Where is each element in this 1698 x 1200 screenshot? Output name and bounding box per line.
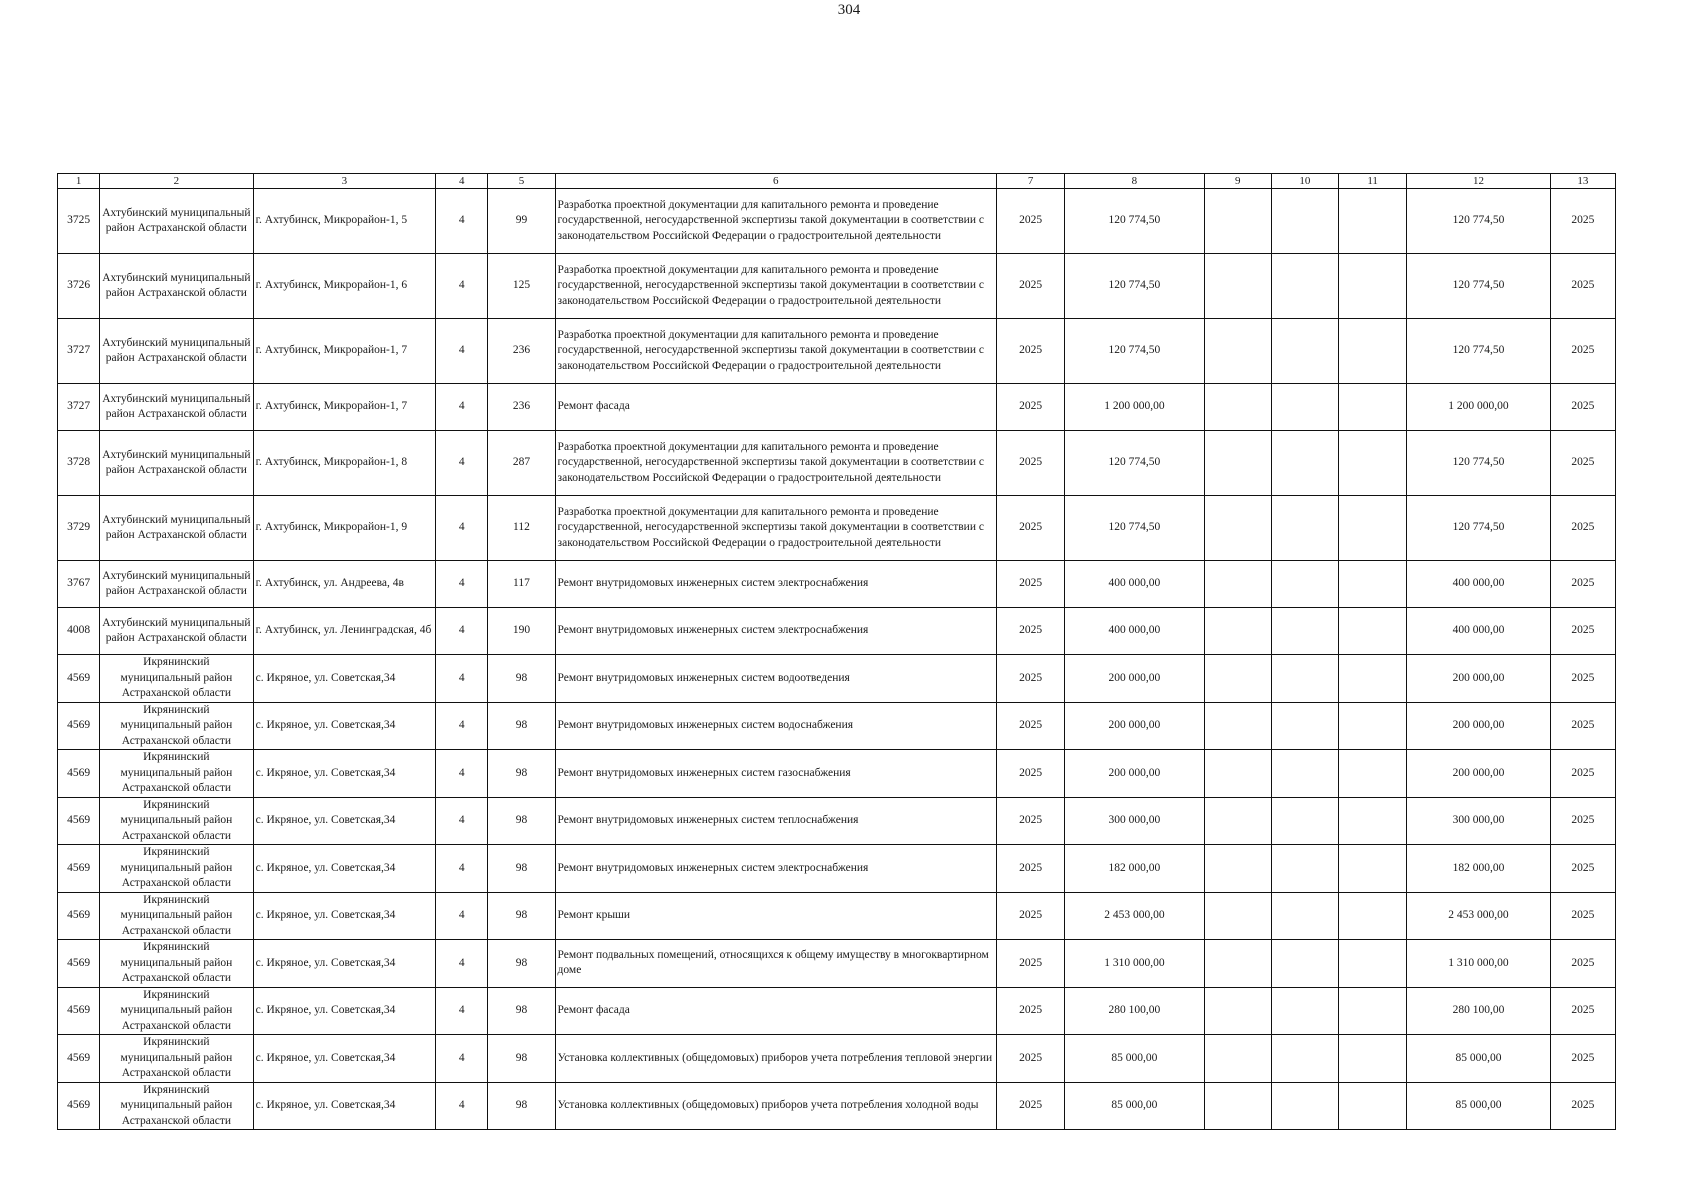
- col12-amount-cell: 200 000,00: [1407, 702, 1550, 750]
- municipality-cell: Ахтубинский муниципальный район Астраханской области: [100, 189, 253, 254]
- amount-cell: 120 774,50: [1065, 254, 1204, 319]
- col9-cell: [1204, 702, 1271, 750]
- year-cell: 2025: [996, 702, 1064, 750]
- year-cell: 2025: [996, 845, 1064, 893]
- table-row: [58, 1035, 1616, 1083]
- address-cell: с. Икряное, ул. Советская,34: [253, 797, 436, 845]
- col9-cell: [1204, 189, 1271, 254]
- amount-cell: 280 100,00: [1065, 987, 1204, 1035]
- column-header-11: 11: [1339, 174, 1407, 189]
- municipality-cell: Икрянинский муниципальный район Астраханской области: [100, 892, 253, 940]
- year-cell: 2025: [996, 797, 1064, 845]
- work-type-cell: Ремонт крыши: [555, 892, 996, 940]
- year-cell: 2025: [996, 892, 1064, 940]
- col9-cell: [1204, 1035, 1271, 1083]
- amount-cell: 85 000,00: [1065, 1082, 1204, 1130]
- col4-cell: 4: [436, 892, 488, 940]
- col10-cell: [1271, 845, 1338, 893]
- col5-cell: 98: [488, 797, 555, 845]
- year-cell: 2025: [996, 750, 1064, 798]
- row-id: 4569: [58, 797, 100, 845]
- amount-cell: 1 310 000,00: [1065, 940, 1204, 988]
- amount-cell: 120 774,50: [1065, 319, 1204, 384]
- municipality-cell: Икрянинский муниципальный район Астраханской области: [100, 655, 253, 703]
- work-type-cell: Разработка проектной документации для капитального ремонта и проведение государственной, негосударственной экспертизы такой документации в соответствии с законодательством Российской Федерации о градостроительной деятельности: [555, 496, 996, 561]
- work-type-cell: Ремонт подвальных помещений, относящихся к общему имуществу в многоквартирном доме: [555, 940, 996, 988]
- address-cell: с. Икряное, ул. Советская,34: [253, 845, 436, 893]
- year-cell: 2025: [996, 608, 1064, 655]
- col9-cell: [1204, 431, 1271, 496]
- table-body: [58, 189, 1616, 1130]
- work-type-cell: Ремонт внутридомовых инженерных систем теплоснабжения: [555, 797, 996, 845]
- table-row: [58, 940, 1616, 988]
- col13-year-cell: 2025: [1550, 384, 1615, 431]
- year-cell: 2025: [996, 496, 1064, 561]
- col10-cell: [1271, 702, 1338, 750]
- col4-cell: 4: [436, 797, 488, 845]
- col12-amount-cell: 280 100,00: [1407, 987, 1550, 1035]
- year-cell: 2025: [996, 1035, 1064, 1083]
- work-type-cell: Ремонт внутридомовых инженерных систем электроснабжения: [555, 561, 996, 608]
- municipality-cell: Ахтубинский муниципальный район Астраханской области: [100, 384, 253, 431]
- col13-year-cell: 2025: [1550, 797, 1615, 845]
- col5-cell: 98: [488, 892, 555, 940]
- amount-cell: 120 774,50: [1065, 496, 1204, 561]
- work-type-cell: Разработка проектной документации для капитального ремонта и проведение государственной, негосударственной экспертизы такой документации в соответствии с законодательством Российской Федерации о градостроительной деятельности: [555, 431, 996, 496]
- col9-cell: [1204, 987, 1271, 1035]
- col5-cell: 287: [488, 431, 555, 496]
- col4-cell: 4: [436, 608, 488, 655]
- col11-cell: [1339, 189, 1407, 254]
- address-cell: с. Икряное, ул. Советская,34: [253, 987, 436, 1035]
- column-header-4: 4: [436, 174, 488, 189]
- address-cell: с. Икряное, ул. Советская,34: [253, 702, 436, 750]
- col9-cell: [1204, 496, 1271, 561]
- table-row: [58, 702, 1616, 750]
- municipality-cell: Икрянинский муниципальный район Астраханской области: [100, 940, 253, 988]
- work-type-cell: Разработка проектной документации для капитального ремонта и проведение государственной, негосударственной экспертизы такой документации в соответствии с законодательством Российской Федерации о градостроительной деятельности: [555, 189, 996, 254]
- table-row: [58, 254, 1616, 319]
- col11-cell: [1339, 1082, 1407, 1130]
- municipality-cell: Икрянинский муниципальный район Астраханской области: [100, 702, 253, 750]
- col10-cell: [1271, 797, 1338, 845]
- municipality-cell: Икрянинский муниципальный район Астраханской области: [100, 1035, 253, 1083]
- col11-cell: [1339, 845, 1407, 893]
- col11-cell: [1339, 1035, 1407, 1083]
- col10-cell: [1271, 940, 1338, 988]
- column-header-3: 3: [253, 174, 436, 189]
- year-cell: 2025: [996, 655, 1064, 703]
- col13-year-cell: 2025: [1550, 702, 1615, 750]
- row-id: 4569: [58, 655, 100, 703]
- row-id: 4569: [58, 845, 100, 893]
- table-row: [58, 892, 1616, 940]
- col5-cell: 98: [488, 750, 555, 798]
- col4-cell: 4: [436, 987, 488, 1035]
- table-row: [58, 845, 1616, 893]
- col5-cell: 98: [488, 655, 555, 703]
- column-header-12: 12: [1407, 174, 1550, 189]
- table-row: [58, 189, 1616, 254]
- table-row: [58, 655, 1616, 703]
- address-cell: с. Икряное, ул. Советская,34: [253, 655, 436, 703]
- col13-year-cell: 2025: [1550, 987, 1615, 1035]
- column-header-10: 10: [1271, 174, 1338, 189]
- col5-cell: 117: [488, 561, 555, 608]
- col4-cell: 4: [436, 1035, 488, 1083]
- col11-cell: [1339, 496, 1407, 561]
- col4-cell: 4: [436, 750, 488, 798]
- year-cell: 2025: [996, 1082, 1064, 1130]
- row-id: 4569: [58, 892, 100, 940]
- municipality-cell: Ахтубинский муниципальный район Астраханской области: [100, 319, 253, 384]
- col12-amount-cell: 120 774,50: [1407, 254, 1550, 319]
- year-cell: 2025: [996, 561, 1064, 608]
- row-id: 3727: [58, 384, 100, 431]
- address-cell: с. Икряное, ул. Советская,34: [253, 940, 436, 988]
- col13-year-cell: 2025: [1550, 319, 1615, 384]
- col10-cell: [1271, 608, 1338, 655]
- row-id: 4569: [58, 987, 100, 1035]
- year-cell: 2025: [996, 384, 1064, 431]
- row-id: 4569: [58, 940, 100, 988]
- row-id: 3727: [58, 319, 100, 384]
- col11-cell: [1339, 384, 1407, 431]
- col4-cell: 4: [436, 940, 488, 988]
- col10-cell: [1271, 561, 1338, 608]
- table-row: [58, 750, 1616, 798]
- table-row: [58, 561, 1616, 608]
- col11-cell: [1339, 797, 1407, 845]
- amount-cell: 120 774,50: [1065, 431, 1204, 496]
- col5-cell: 98: [488, 1082, 555, 1130]
- col10-cell: [1271, 431, 1338, 496]
- work-type-cell: Разработка проектной документации для капитального ремонта и проведение государственной, негосударственной экспертизы такой документации в соответствии с законодательством Российской Федерации о градостроительной деятельности: [555, 319, 996, 384]
- col12-amount-cell: 2 453 000,00: [1407, 892, 1550, 940]
- col13-year-cell: 2025: [1550, 1082, 1615, 1130]
- municipality-cell: Икрянинский муниципальный район Астраханской области: [100, 1082, 253, 1130]
- page-number: 304: [837, 2, 861, 18]
- work-type-cell: Установка коллективных (общедомовых) приборов учета потребления тепловой энергии: [555, 1035, 996, 1083]
- amount-cell: 200 000,00: [1065, 702, 1204, 750]
- col11-cell: [1339, 608, 1407, 655]
- municipality-cell: Икрянинский муниципальный район Астраханской области: [100, 797, 253, 845]
- column-header-9: 9: [1204, 174, 1271, 189]
- col10-cell: [1271, 750, 1338, 798]
- table-row: [58, 1082, 1616, 1130]
- col4-cell: 4: [436, 1082, 488, 1130]
- work-type-cell: Ремонт внутридомовых инженерных систем газоснабжения: [555, 750, 996, 798]
- col9-cell: [1204, 319, 1271, 384]
- col11-cell: [1339, 987, 1407, 1035]
- row-id: 4008: [58, 608, 100, 655]
- col9-cell: [1204, 561, 1271, 608]
- work-type-cell: Ремонт внутридомовых инженерных систем водоснабжения: [555, 702, 996, 750]
- municipality-cell: Ахтубинский муниципальный район Астраханской области: [100, 254, 253, 319]
- year-cell: 2025: [996, 431, 1064, 496]
- col12-amount-cell: 400 000,00: [1407, 561, 1550, 608]
- municipality-cell: Икрянинский муниципальный район Астраханской области: [100, 987, 253, 1035]
- col11-cell: [1339, 892, 1407, 940]
- col5-cell: 236: [488, 384, 555, 431]
- col5-cell: 125: [488, 254, 555, 319]
- col5-cell: 112: [488, 496, 555, 561]
- col11-cell: [1339, 254, 1407, 319]
- col12-amount-cell: 120 774,50: [1407, 496, 1550, 561]
- column-header-13: 13: [1550, 174, 1615, 189]
- col11-cell: [1339, 655, 1407, 703]
- amount-cell: 2 453 000,00: [1065, 892, 1204, 940]
- municipality-cell: Ахтубинский муниципальный район Астраханской области: [100, 608, 253, 655]
- col13-year-cell: 2025: [1550, 1035, 1615, 1083]
- col10-cell: [1271, 987, 1338, 1035]
- col12-amount-cell: 85 000,00: [1407, 1082, 1550, 1130]
- col9-cell: [1204, 940, 1271, 988]
- col9-cell: [1204, 655, 1271, 703]
- work-type-cell: Установка коллективных (общедомовых) приборов учета потребления холодной воды: [555, 1082, 996, 1130]
- col12-amount-cell: 1 310 000,00: [1407, 940, 1550, 988]
- column-header-7: 7: [996, 174, 1064, 189]
- col10-cell: [1271, 254, 1338, 319]
- col12-amount-cell: 85 000,00: [1407, 1035, 1550, 1083]
- address-cell: с. Икряное, ул. Советская,34: [253, 750, 436, 798]
- col12-amount-cell: 200 000,00: [1407, 750, 1550, 798]
- col13-year-cell: 2025: [1550, 892, 1615, 940]
- col4-cell: 4: [436, 561, 488, 608]
- table-row: [58, 987, 1616, 1035]
- amount-cell: 200 000,00: [1065, 655, 1204, 703]
- col10-cell: [1271, 189, 1338, 254]
- col9-cell: [1204, 1082, 1271, 1130]
- table-row: [58, 319, 1616, 384]
- work-type-cell: Ремонт фасада: [555, 384, 996, 431]
- table-row: [58, 431, 1616, 496]
- col5-cell: 99: [488, 189, 555, 254]
- address-cell: г. Ахтубинск, Микрорайон-1, 6: [253, 254, 436, 319]
- municipality-cell: Икрянинский муниципальный район Астраханской области: [100, 750, 253, 798]
- column-header-8: 8: [1065, 174, 1204, 189]
- col13-year-cell: 2025: [1550, 750, 1615, 798]
- col12-amount-cell: 182 000,00: [1407, 845, 1550, 893]
- col4-cell: 4: [436, 655, 488, 703]
- address-cell: с. Икряное, ул. Советская,34: [253, 1035, 436, 1083]
- col13-year-cell: 2025: [1550, 845, 1615, 893]
- row-id: 4569: [58, 750, 100, 798]
- col4-cell: 4: [436, 496, 488, 561]
- row-id: 4569: [58, 1082, 100, 1130]
- amount-cell: 182 000,00: [1065, 845, 1204, 893]
- table-row: [58, 608, 1616, 655]
- col12-amount-cell: 120 774,50: [1407, 319, 1550, 384]
- column-header-2: 2: [100, 174, 253, 189]
- column-header-1: 1: [58, 174, 100, 189]
- col12-amount-cell: 200 000,00: [1407, 655, 1550, 703]
- col4-cell: 4: [436, 845, 488, 893]
- amount-cell: 300 000,00: [1065, 797, 1204, 845]
- col4-cell: 4: [436, 702, 488, 750]
- year-cell: 2025: [996, 940, 1064, 988]
- col4-cell: 4: [436, 189, 488, 254]
- col11-cell: [1339, 702, 1407, 750]
- amount-cell: 120 774,50: [1065, 189, 1204, 254]
- col10-cell: [1271, 1035, 1338, 1083]
- row-id: 3767: [58, 561, 100, 608]
- table-row: [58, 496, 1616, 561]
- col9-cell: [1204, 750, 1271, 798]
- col9-cell: [1204, 845, 1271, 893]
- col5-cell: 98: [488, 1035, 555, 1083]
- col10-cell: [1271, 384, 1338, 431]
- col12-amount-cell: 120 774,50: [1407, 431, 1550, 496]
- col4-cell: 4: [436, 431, 488, 496]
- col13-year-cell: 2025: [1550, 431, 1615, 496]
- col9-cell: [1204, 384, 1271, 431]
- column-header-5: 5: [488, 174, 555, 189]
- col10-cell: [1271, 496, 1338, 561]
- amount-cell: 400 000,00: [1065, 608, 1204, 655]
- address-cell: г. Ахтубинск, Микрорайон-1, 5: [253, 189, 436, 254]
- col11-cell: [1339, 319, 1407, 384]
- col9-cell: [1204, 892, 1271, 940]
- col12-amount-cell: 120 774,50: [1407, 189, 1550, 254]
- municipality-cell: Икрянинский муниципальный район Астраханской области: [100, 845, 253, 893]
- table-row: [58, 797, 1616, 845]
- address-cell: г. Ахтубинск, Микрорайон-1, 8: [253, 431, 436, 496]
- col5-cell: 98: [488, 845, 555, 893]
- address-cell: г. Ахтубинск, Микрорайон-1, 9: [253, 496, 436, 561]
- row-id: 3728: [58, 431, 100, 496]
- col12-amount-cell: 400 000,00: [1407, 608, 1550, 655]
- work-type-cell: Разработка проектной документации для капитального ремонта и проведение государственной, негосударственной экспертизы такой документации в соответствии с законодательством Российской Федерации о градостроительной деятельности: [555, 254, 996, 319]
- col5-cell: 98: [488, 702, 555, 750]
- row-id: 4569: [58, 702, 100, 750]
- municipality-cell: Ахтубинский муниципальный район Астраханской области: [100, 431, 253, 496]
- col13-year-cell: 2025: [1550, 189, 1615, 254]
- work-type-cell: Ремонт фасада: [555, 987, 996, 1035]
- row-id: 4569: [58, 1035, 100, 1083]
- col13-year-cell: 2025: [1550, 940, 1615, 988]
- year-cell: 2025: [996, 319, 1064, 384]
- col9-cell: [1204, 797, 1271, 845]
- col13-year-cell: 2025: [1550, 254, 1615, 319]
- col10-cell: [1271, 655, 1338, 703]
- col5-cell: 98: [488, 940, 555, 988]
- table-row: [58, 384, 1616, 431]
- amount-cell: 200 000,00: [1065, 750, 1204, 798]
- year-cell: 2025: [996, 189, 1064, 254]
- municipality-cell: Ахтубинский муниципальный район Астраханской области: [100, 496, 253, 561]
- amount-cell: 400 000,00: [1065, 561, 1204, 608]
- amount-cell: 85 000,00: [1065, 1035, 1204, 1083]
- col5-cell: 190: [488, 608, 555, 655]
- col13-year-cell: 2025: [1550, 655, 1615, 703]
- col4-cell: 4: [436, 319, 488, 384]
- col10-cell: [1271, 1082, 1338, 1130]
- col5-cell: 236: [488, 319, 555, 384]
- col11-cell: [1339, 561, 1407, 608]
- address-cell: г. Ахтубинск, ул. Андреева, 4в: [253, 561, 436, 608]
- row-id: 3729: [58, 496, 100, 561]
- col11-cell: [1339, 431, 1407, 496]
- address-cell: с. Икряное, ул. Советская,34: [253, 892, 436, 940]
- year-cell: 2025: [996, 254, 1064, 319]
- col4-cell: 4: [436, 254, 488, 319]
- row-id: 3726: [58, 254, 100, 319]
- col13-year-cell: 2025: [1550, 496, 1615, 561]
- col11-cell: [1339, 940, 1407, 988]
- address-cell: г. Ахтубинск, Микрорайон-1, 7: [253, 384, 436, 431]
- col10-cell: [1271, 319, 1338, 384]
- col13-year-cell: 2025: [1550, 561, 1615, 608]
- address-cell: с. Икряное, ул. Советская,34: [253, 1082, 436, 1130]
- address-cell: г. Ахтубинск, Микрорайон-1, 7: [253, 319, 436, 384]
- work-type-cell: Ремонт внутридомовых инженерных систем водоотведения: [555, 655, 996, 703]
- col12-amount-cell: 1 200 000,00: [1407, 384, 1550, 431]
- capital-repair-table: [57, 173, 1616, 1130]
- col12-amount-cell: 300 000,00: [1407, 797, 1550, 845]
- col4-cell: 4: [436, 384, 488, 431]
- address-cell: г. Ахтубинск, ул. Ленинградская, 4б: [253, 608, 436, 655]
- row-id: 3725: [58, 189, 100, 254]
- col9-cell: [1204, 608, 1271, 655]
- col9-cell: [1204, 254, 1271, 319]
- municipality-cell: Ахтубинский муниципальный район Астраханской области: [100, 561, 253, 608]
- column-header-6: 6: [555, 174, 996, 189]
- col11-cell: [1339, 750, 1407, 798]
- year-cell: 2025: [996, 987, 1064, 1035]
- col10-cell: [1271, 892, 1338, 940]
- col5-cell: 98: [488, 987, 555, 1035]
- amount-cell: 1 200 000,00: [1065, 384, 1204, 431]
- col13-year-cell: 2025: [1550, 608, 1615, 655]
- column-number-row: [58, 174, 1616, 189]
- work-type-cell: Ремонт внутридомовых инженерных систем электроснабжения: [555, 608, 996, 655]
- work-type-cell: Ремонт внутридомовых инженерных систем электроснабжения: [555, 845, 996, 893]
